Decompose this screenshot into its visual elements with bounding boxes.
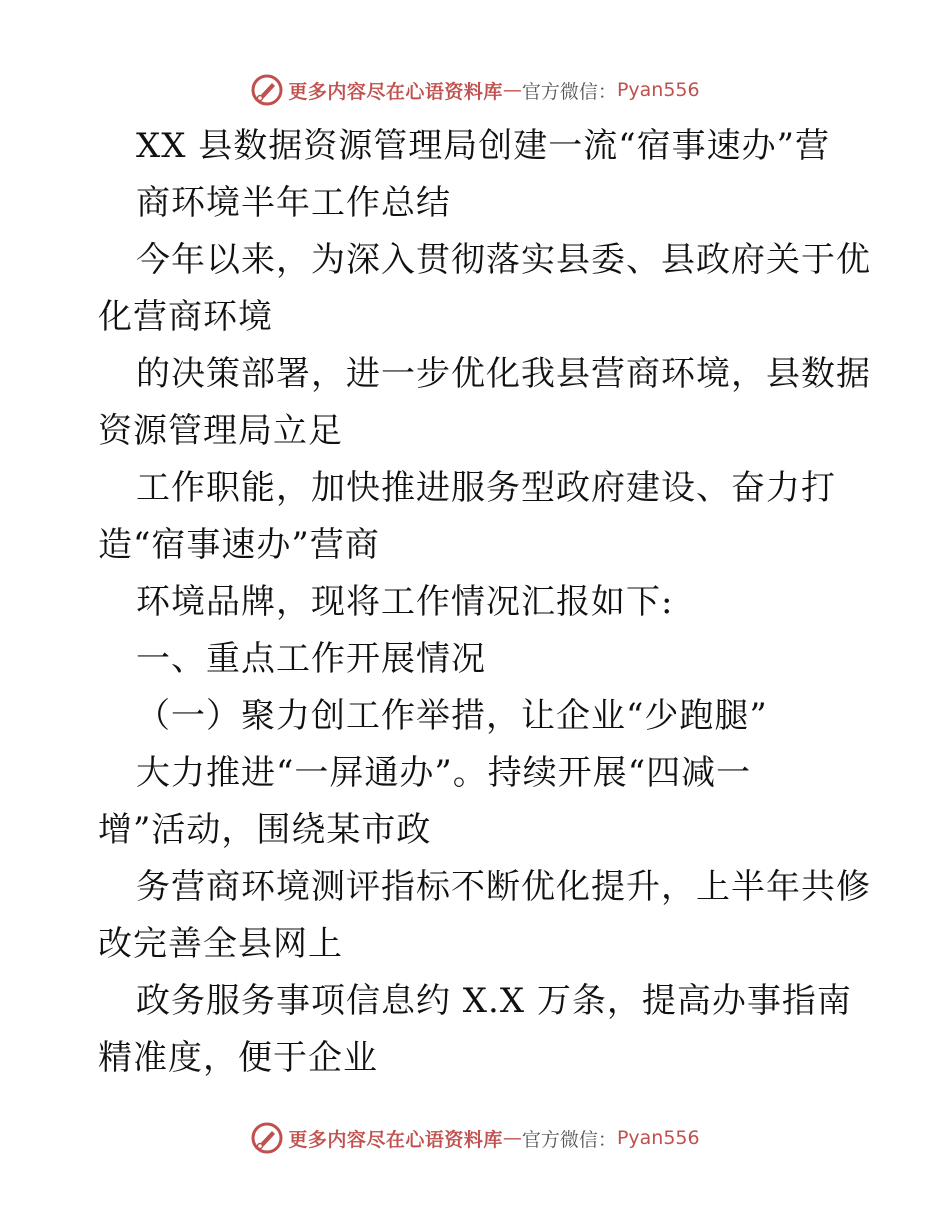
paragraph-line: 增”活动，围绕某市政 bbox=[98, 810, 432, 850]
watermark-dash: — bbox=[502, 79, 522, 101]
watermark-brand: 更多内容尽在心语资料库 bbox=[288, 80, 503, 103]
paragraph-line: 今年以来，为深入贯彻落实县委、县政府关于优 bbox=[136, 240, 871, 280]
paragraph-line: 政务服务事项信息约 X.X 万条，提高办事指南 bbox=[136, 981, 852, 1021]
paragraph-line: 环境品牌，现将工作情况汇报如下: bbox=[136, 582, 674, 622]
paragraph-line: 工作职能，加快推进服务型政府建设、奋力打 bbox=[136, 468, 836, 508]
paragraph-line: XX 县数据资源管理局创建一流“宿事速办”营 bbox=[136, 126, 830, 166]
footer-watermark bbox=[0, 1118, 950, 1158]
paragraph-line: 的决策部署，进一步优化我县营商环境，县数据 bbox=[136, 354, 871, 394]
watermark-wechat-id: Pyan556 bbox=[616, 1127, 700, 1149]
header-watermark bbox=[0, 70, 950, 110]
paragraph-line: 化营商环境 bbox=[98, 297, 273, 337]
watermark-dash: — bbox=[502, 1127, 522, 1149]
paragraph-line: 改完善全县网上 bbox=[98, 924, 343, 964]
paragraph-line: 务营商环境测评指标不断优化提升，上半年共修 bbox=[136, 867, 871, 907]
pen-seal-icon bbox=[250, 1121, 284, 1155]
watermark-wechat-id: Pyan556 bbox=[616, 79, 700, 101]
watermark-official: 官方微信： bbox=[521, 80, 617, 103]
paragraph-line: 一、重点工作开展情况 bbox=[136, 639, 486, 679]
watermark-brand: 更多内容尽在心语资料库 bbox=[288, 1128, 503, 1151]
watermark-official: 官方微信： bbox=[521, 1128, 617, 1151]
pen-seal-icon bbox=[250, 73, 284, 107]
paragraph-line: 造“宿事速办”营商 bbox=[98, 525, 380, 565]
paragraph-line: （一）聚力创工作举措，让企业“少跑腿” bbox=[136, 696, 768, 736]
paragraph-line: 精准度，便于企业 bbox=[98, 1038, 378, 1078]
paragraph-line: 大力推进“一屏通办”。持续开展“四减一 bbox=[136, 753, 752, 793]
paragraph-line: 商环境半年工作总结 bbox=[136, 183, 451, 223]
paragraph-line: 资源管理局立足 bbox=[98, 411, 343, 451]
document-body bbox=[98, 118, 871, 1087]
